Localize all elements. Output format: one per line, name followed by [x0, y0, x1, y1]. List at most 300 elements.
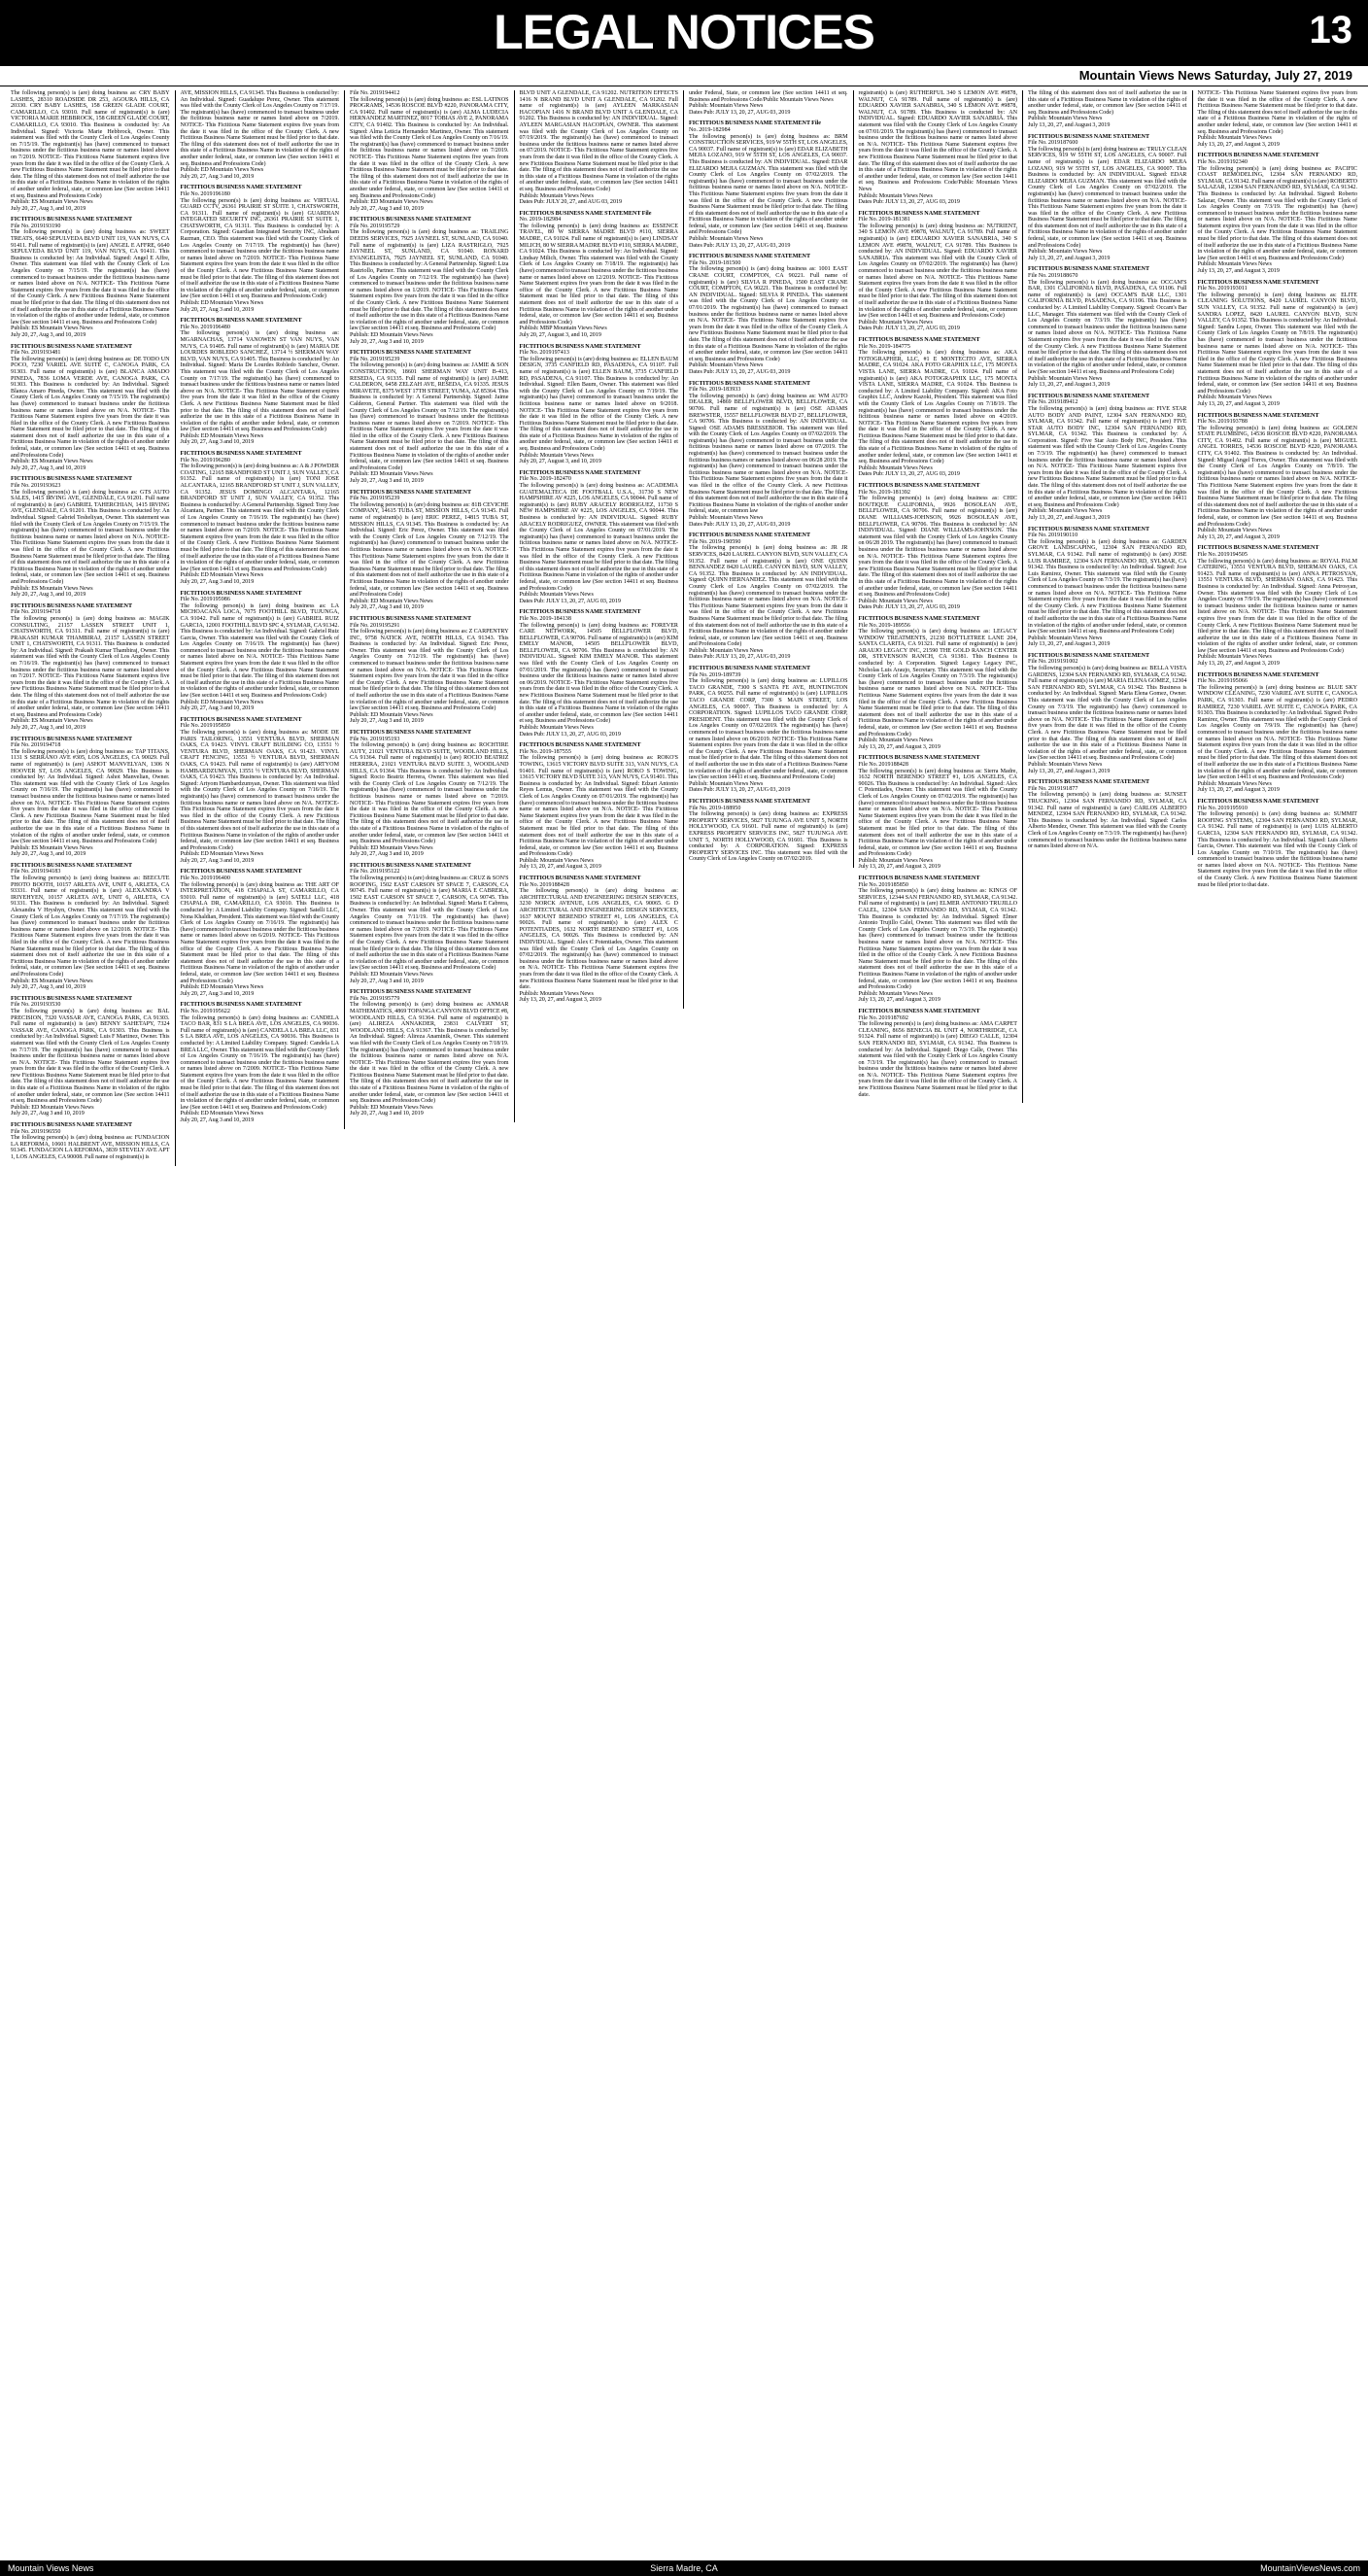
- legal-notice: [350, 90, 509, 212]
- notice-publication: Publish: Mountain Views News: [1028, 116, 1103, 122]
- footer-location: Sierra Madre, CA: [650, 2563, 718, 2573]
- legal-notice: [1198, 280, 1358, 408]
- notice-file-number: File No. 2019188670: [1028, 273, 1078, 280]
- notice-heading: FICTITIOUS BUSINESS NAME STATEMENT: [350, 350, 472, 357]
- notice-file-number: File No. 2019187692: [858, 1014, 908, 1021]
- notice-body: The following person(s) is (are) doing business as: SUNSET TRUCKING, 12304 SAN FERNANDO RD, SYLMAR, CA 91342. Full name of registrant(s) is (are) CARLOS ALBERTO MENDEZ, 12304 SAN FERNANDO RD, SYLMAR, CA 91342. This Business is conducted by: An Individual. Signed: Carlos Alberto Mendez, Owner. This statement was filed with the County Clerk of Los Angeles County on 7/3/19. The registrant(s) has (have) commenced to transact business under the fictitious business name or names listed above on N/A.: [1028, 792, 1187, 850]
- footer-publication: Mountain Views News: [8, 2563, 94, 2573]
- notice-file-number: File No. 2019195066: [1197, 678, 1248, 685]
- legal-notice: [350, 730, 509, 858]
- notice-heading: FICTITIOUS BUSINESS NAME STATEMENT: [858, 615, 980, 622]
- notice-publication-dates: July 20, 27, Aug 3 and 10, 2019: [350, 604, 424, 611]
- notice-body: The following person(s) is (are) doing business as: GOLDEN STATE PLUMBING, 14536 ROSCOE BLVD #220, PANORAMA CITY, CA 91402. Full name of registrant(s) is (are) MIGUEL ANGEL TORRES, 14536 ROSCOE BLVD #220, PANORAMA CITY, CA 91402. This Business is conducted by: An Individual. Signed: Miguel Angel Torres, Owner. This statement was filed with the County Clerk of Los Angeles County on 7/8/19. The registrant(s) has (have) commenced to transact business under the fictitious business name or names listed above on N/A. NOTICE- This Fictitious Name Statement expires five years from the date it was filed in the office of the County Clerk. A new Fictitious Business Name Statement must be filed prior to that date. The filing of this statement does not of itself authorize the use in this state of a Fictitious Business Name in violation of the rights of another under federal, state, or common law (See section 14411 et seq. Business and Professions Code): [1197, 425, 1357, 528]
- notice-publication-dates: July 13, 20, 27, and August 3, 2019: [858, 743, 940, 750]
- notice-publication: Publish: Mountain Views News: [1197, 780, 1272, 787]
- notice-publication: Publish: Mountain Views News: [858, 319, 933, 326]
- notice-publication: Publish: Mountain Views News: [689, 647, 764, 654]
- notice-file-number: File No. 2019-184138: [519, 615, 571, 622]
- legal-notice: [859, 876, 1018, 1004]
- notice-publication: Publish: Mountain Views News: [858, 192, 933, 199]
- legal-notice: [689, 799, 848, 863]
- legal-notice: [181, 717, 340, 865]
- notice-publication-dates: Dates Pub: JULY 13, 20, 27, AUG 03, 2019: [689, 787, 791, 794]
- notice-file-number: File No. 2019-184775: [858, 343, 910, 350]
- notice-heading: FICTITIOUS BUSINESS NAME STATEMENT: [519, 469, 641, 476]
- notice-publication: Publish: Mountain Views News: [689, 780, 764, 787]
- notice-publication-dates: July 13, 20, 27, and August 3, 2019: [1028, 255, 1111, 261]
- notice-publication: Publish: ED Mountain Views News: [350, 971, 433, 978]
- notice-publication-dates: July 20, 27, Aug 3, and 10, 2019: [11, 331, 86, 338]
- notice-publication-dates: Dates Pub: JULY 13, 20, 27, AUG 03, 2019: [689, 368, 791, 375]
- notice-body: The following person(s) is (are) doing business as: ROCHTIRE AUTY, 21021 VENTURA BLVD SUITE, WOODLAND HILLS, CA 91364. Full name of registrant(s) is (are) ROCIO BEATRIZ HERRERA, 21021 VENTURA BLVD SUITE 3, WOODLAND HILLS, CA 91364. This Business is conducted by: An Individual. Signed: Rocio Beatriz Herrera, Owner. This statement was filed with the County Clerk of Los Angeles County on 7/12/19. The registrant(s) has (have) commenced to transact business under the fictitious business name or names listed above on 7/2019. NOTICE- This Fictitious Name Statement expires five years from the date it was filed in the office of the County Clerk. A new Fictitious Business Name Statement must be filed prior to that date. The filing of this statement does not of itself authorize the use in this state of a Fictitious Business Name in violation of the rights of another under federal, state, or common law (See section 14411 et seq. Business and Professions Code): [350, 742, 509, 845]
- notice-file-number: File No. 2019195291: [350, 622, 400, 629]
- notice-body: The following person(s) is (are) doing business as: NUTRIENT, 340 S LEMON AVE #9878, WALNUT, CA 91789. Full name of registrant(s) is (are) EDUARDO XAVIER SANABRIA, 340 S LEMON AVE #9878, WALNUT, CA 91789. This Business is conducted by: AN INDIVIDUAL. Signed: EDUARDO XAVIER SANABRIA. This statement was filed with the County Clerk of Los Angeles County on 07/02/2019. The registrant(s) has (have) commenced to transact business under the fictitious business name or names listed above on N/A. NOTICE- This Fictitious Name Statement expires five years from the date it was filed in the office of the County Clerk. A new Fictitious Business Name Statement must be filed prior to that date. The filing of this statement does not of itself authorize the use in this state of a Fictitious Business Name in violation of the rights of another under federal, state, or common law (See section 14411 et seq. Business and Professions Code): [858, 223, 1017, 320]
- notice-heading: FICTITIOUS BUSINESS NAME STATEMENT: [519, 876, 641, 882]
- notice-body: The following person(s) is (are) doing business as: FIVE STAR AUTO BODY AND PAINT, 12304 SAN FERNANDO RD, SYLMAR, CA 91342. Full name of registrant(s) is (are) FIVE STAR AUTO BODY INC, 12304 SAN FERNANDO RD, SYLMAR, CA 91342. This Business is conducted by: A Corporation. Signed: Five Star Auto Body INC, President. This statement was filed with the County Clerk of Los Angeles County on 7/3/19. The registrant(s) has (have) commenced to transact business under the fictitious business name or names listed above on N/A. NOTICE- This Fictitious Name Statement expires five years from the date it was filed in the office of the County Clerk. A new Fictitious Business Name Statement must be filed prior to that date. The filing of this statement does not of itself authorize the use in this state of a Fictitious Business Name in violation of the rights of another under federal, state, or common law (See section 14411 et seq. Business and Professions Code): [1028, 405, 1187, 508]
- notice-heading: FICTITIOUS BUSINESS NAME STATEMENT: [689, 254, 811, 260]
- notice-file-number: File No. 2019-189556: [858, 622, 910, 629]
- notice-file-number: File No. 2019195622: [180, 1008, 230, 1014]
- notice-publication: Publish: ES Mountain Views News: [11, 326, 93, 332]
- notice-body: The following person(s) is (are) doing business as: GARDEN GROVE LANDSCAPING, 12304 SAN FERNANDO RD, SYLMAR, CA 91342. Full name of registrant(s) is (are) JOSE LUIS RAMIREZ, 12304 SAN FERNANDO RD, SYLMAR, CA 91342. This Business is conducted by: An Individual. Signed: Jose Luis Ramirez, Owner. This statement was filed with the County Clerk of Los Angeles County on 7/3/19. The registrant(s) has (have) commenced to transact business under the fictitious business name or names listed above on N/A. NOTICE- This Fictitious Name Statement expires five years from the date it was filed in the office of the County Clerk. A new Fictitious Business Name Statement must be filed prior to that date. The filing of this statement does not of itself authorize the use in this state of a Fictitious Business Name in violation of the rights of another under federal, state, or common law (See section 14411 et seq. Business and Professions Code): [1028, 538, 1187, 635]
- notice-heading: FICTITIOUS BUSINESS NAME STATEMENT: [180, 1002, 302, 1009]
- notice-heading: FICTITIOUS BUSINESS NAME STATEMENT: [180, 869, 302, 876]
- notice-file-number: File No. 2019-181392: [858, 489, 910, 496]
- publication-subhead: Mountain Views News Saturday, July 27, 2019: [0, 66, 1368, 86]
- notice-body: The following person(s) is (are) doing business as: WM AUTO DEALER, 14869 BELLFLOWER BLVD, BELLFLOWER, CA 90706. Full name of registrant(s) is (are) OSE ADAMS BREWSTER, 15557 BELLFLOWER BLVD 27, BELLFLOWER, CA 90706. This Business is conducted by: AN INDIVIDUAL. Signed: OSE ADAMS BRESSEBIOR. This statement was filed with the County Clerk of Los Angeles County on 07/02/2019. The registrant(s) has (have) commenced to transact business under the fictitious business name or names listed above on 07/2019. The registrant(s) has (have) commenced to transact business under the fictitious business names or names listed above on 06/28 2019. The registrant(s) has (have) commenced to transact business under the fictitious business name or names listed above on N/A. NOTICE- This Fictitious Name Statement expires five years from the date it was filed in the office of the County Clerk. A new Fictitious Business Name Statement must be filed prior to that date. The filing of this statement does not of itself authorize the use in this state of a Fictitious Business Name in violation of the rights of another under federal, state, or common law: [689, 393, 848, 515]
- legal-notice: [1198, 545, 1358, 667]
- legal-notice: [1028, 134, 1187, 262]
- legal-notice: [1028, 527, 1187, 648]
- notice-publication-dates: Dates Pub: JULY 13, 20, 27, AUG 03, 2019: [858, 199, 960, 206]
- notice-publication: Publish: ED Mountain Views News: [350, 1104, 433, 1111]
- page-footer: [0, 2560, 1368, 2576]
- notice-body: The following person(s) is (are) doing business as: THE ART OF INTERPRETATION, 418 CHAPALA ST, CAMARILLO, CA 93010. Full name of registrant(s) is (are) SATELI LLC, 418 CHAPALA DR, CAMARILLO, CA 93010. This Business is conducted by: A Limited Liability Company. Signed: Satelli LLC, Nona Khaldian, President. This statement was filed with the County Clerk of Los Angeles County on 7/16/19. The registrant(s) has (have) commenced to transact business under the fictitious business name or names listed above on 6/2019. NOTICE- This Fictitious Name Statement expires five years from the date it was filed in the office of the County Clerk. A new Fictitious Business Name Statement must be filed prior to that date. The filing of this statement does not of itself authorize the use in this state of a Fictitious Business Name in violation of the rights of another under federal, state, or common law (See section 14411 et seq. Business and Professions Code): [180, 881, 339, 984]
- legal-notice: [11, 737, 170, 858]
- notice-body: The following person(s) is (are) doing business as: ESSENCE TRAVEL, 80 W SIERRA MADRE BLVD #110, SIERRA MADRE, CA 91024. Full name of registrant(s) is (are) LINDSAY MILICH, 80 W SIERRA MADRE BLVD #110, SIERRA MADRE, CA 91024. This Business is conducted by: An Individual. Signed: Lindsay Milich, Owner. This statement was filed with the County Clerk of Los Angeles County on 7/18/19. The registrant(s) has (have) commenced to transact business under the fictitious business name or names listed above on 12/2019. NOTICE- This Fictitious Name Statement expires five years from the date it was filed in the office of the County Clerk. A new Fictitious Business Name Statement must be filed prior to that date. The filing of this statement does not of itself authorize the use in this state of a Fictitious Business Name in violation of the rights of another under federal, state, or common law (See section 14411 et seq. Business and Professions Code): [519, 223, 678, 326]
- notice-publication-dates: July 13, 20, 27, and August 3, 2019: [1197, 787, 1280, 794]
- notice-publication-dates: July 20, 27, Aug 3 and 10, 2019: [180, 857, 255, 864]
- legal-notice: [181, 451, 340, 585]
- legal-notice: [11, 90, 170, 212]
- notice-publication-dates: July 13, 20, 27, and August 3, 2019: [1028, 121, 1111, 128]
- notice-file-number: File No. 2019195122: [350, 869, 400, 876]
- notice-heading: FICTITIOUS BUSINESS NAME STATEMENT: [1028, 133, 1150, 140]
- notice-body: The following person(s) is (are) doing business as: MODE DE PARIS TAILORING, 13551 VENTURA BLVD, SHERMAN OAKS, CA 91423. VINYL CRAFT BUILDING CO, 13551 ½ VENTURA BLVD, SHERMAN OAKS, CA 91423. VINYL CRAFT FENCING, 13551 ½ VENTURA BLVD, SHERMAN OAKS, CA 91423. Full name of registrant(s) is (are) ARTYOM HAMBARDZUMYAN, 13551 ½ VENTURA BLVD, SHERMAN OAKS, CA 91423. This Business is conducted by: An Individual. Signed: Artyom Hambardzumyan, Owner. This statement was filed with the County Clerk of Los Angeles County on 7/16/19. The registrant(s) has (have) commenced to transact business under the fictitious business name or names listed above on N/A. NOTICE- This Fictitious Name Statement expires five years from the date it was filed in the office of the County Clerk. A new Fictitious Business Name Statement must be filed prior to that date. The filing of this statement does not of itself authorize the use in this state of a Fictitious Business Name in violation of the rights of another under federal, state, or common law (See section 14411 et seq. Business and Professions Code): [180, 730, 339, 851]
- notice-file-number: File No. 2019196280: [180, 457, 230, 464]
- notice-publication-dates: July 20, 27, Aug 3 and 10, 2019: [350, 718, 424, 725]
- notice-publication: Publish: ED Mountain Views News: [11, 1104, 94, 1111]
- notice-heading: FICTITIOUS BUSINESS NAME STATEMENT: [11, 736, 133, 742]
- notice-publication: Publish: Mountain Views News: [1028, 249, 1103, 256]
- notice-publication-dates: Dates Pub: JULY 13, 20, 27, AUG 03, 2019: [689, 109, 791, 116]
- notice-body: The following person(s) is (are) doing business as: CRUZ & SON'S ROOFING, 1502 EAST CARSON ST SPACE 7, CARSON, CA 90745. Full name of registrant(s) is (are) MARIA E CABRERA, 1502 EAST CARSON ST SPACE 7, CARSON, CA 90745. This Business is conducted by: An Individual. Signed: Maria E Cabrera, Owner. This statement was filed with the County Clerk of Los Angeles County on 7/11/19. The registrant(s) has (have) commenced to transact business under the fictitious business name or names listed above on 7/2019. NOTICE- This Fictitious Name Statement expires five years from the date it was filed in the office of the County Clerk. A new Fictitious Business Name Statement must be filed prior to that date. The filing of this statement does not of itself authorize the use in this state of a Fictitious Business Name in violation of the rights of another under federal, state, or common law (See section 14411 et seq. Business and Professions Code): [350, 876, 509, 972]
- legal-notice: [1198, 413, 1358, 541]
- notice-heading: FICTITIOUS BUSINESS NAME STATEMENT: [858, 210, 980, 217]
- notice-heading: FICTITIOUS BUSINESS NAME STATEMENT: [350, 989, 472, 996]
- notice-heading: FICTITIOUS BUSINESS NAME STATEMENT: [689, 798, 811, 805]
- legal-notice: [181, 869, 340, 997]
- notice-file-number: File No. 2019195239: [350, 496, 400, 502]
- legal-notice: [689, 120, 848, 249]
- notice-publication-dates: Dates Pub: JULY 13, 20, 27, AUG 03, 2019: [689, 242, 791, 249]
- notice-file-number: File No. 2019187600: [1028, 140, 1078, 147]
- notice-file-number: File No. 2019189412: [1028, 399, 1078, 406]
- notice-heading: FICTITIOUS BUSINESS NAME STATEMENT: [350, 217, 472, 223]
- notice-file-number: File No. 2019193530: [11, 1002, 61, 1009]
- legal-notice: [859, 337, 1018, 478]
- legal-notice: [689, 381, 848, 529]
- notice-publication: Publish: ED Mountain Views News: [350, 598, 433, 604]
- notice-column: [345, 90, 515, 1122]
- notice-publication-dates: Dates Pub: JULY 20, 27, and AUG 03, 2019: [519, 199, 623, 206]
- notice-publication: Publish: ED Mountain Views News: [180, 300, 264, 306]
- notice-publication-dates: July 13, 20, 27, and August 3, 2019: [519, 997, 601, 1004]
- notice-heading: FICTITIOUS BUSINESS NAME STATEMENT: [1028, 779, 1150, 786]
- notice-body: The filing of this statement does not of itself authorize the use in this state of a Fictitious Business Name in violation of the rights of another under federal, state, or common law (See section 14411 et seq. Business and Professions Code): [1028, 90, 1187, 116]
- notice-publication-dates: July 20, 27, Aug 3, and 10, 2019: [11, 464, 86, 471]
- notice-publication: Publish: Mountain Views News: [519, 990, 594, 997]
- notice-body: The following person(s) is (are) doing business as: 81B CEVICHE COMPANY, 14615 TUBA ST, MISSION HILLS, CA 91345. Full name of registrant(s) is (are) ERIC PEREZ, 14815 TUBA ST, MISSION HILLS, CA 91345. This Business is conducted by: An Individual. Signed: Eric Perez, Owner. This statement was filed with the County Clerk of Los Angeles County on 7/12/19. The registrant(s) has (have) commenced to transact business under the fictitious business name or names listed above on N/A. NOTICE- This Fictitious Name Statement expires five years from the date it was filed in the office of the County Clerk. A new Fictitious Business Name Statement must be filed prior to that date. The filing of this statement does not of itself authorize the use in this state of a Fictitious Business Name in violation of the rights of another under federal, state, or common law (See section 14411 et seq. Business and Professions Code): [350, 501, 509, 599]
- legal-notice: [859, 90, 1018, 206]
- notice-body: The following person(s) is (are) doing business as: BLUE SKY WINDOW CLEANING, 7230 VARIEL AVE SUITE C, CANOGA PARK, CA 91303. Full name of registrant(s) is (are) PEDRO RAMIREZ, 7230 VARIEL AVE SUITE C, CANOGA PARK, CA 91303. This Business is conducted by: An Individual. Signed: Pedro Ramirez, Owner. This statement was filed with the County Clerk of Los Angeles County on 7/9/19. The registrant(s) has (have) commenced to transact business under the fictitious business name or names listed above on N/A. NOTICE- This Fictitious Name Statement expires five years from the date it was filed in the office of the County Clerk. A new Fictitious Business Name Statement must be filed prior to that date. The filing of this statement does not of itself authorize the use in this state of a Fictitious Business Name in violation of the rights of another under federal, state, or common law (See section 14411 et seq. Business and Professions Code): [1197, 684, 1357, 781]
- notice-publication-dates: Dates Pub: JULY 13, 20, 27, AUG 03, 2019: [689, 521, 791, 528]
- notice-file-number: File No. 2019188428: [519, 881, 569, 888]
- notice-body: The following person(s) is (are) doing business as: FOREVER CARE NETWORK, 14505 BELLFLOWER BLVD, BELLFLOWER, CA 90706. Full name of registrant(s) is (are) KIM EMELY MANOR, 14505 BELLFLOWER BLVD, BELLFLOWER, CA 90706. This Business is conducted by: AN INDIVIDUAL. Signed: KIM EMELY MANOR. This statement was filed with the County Clerk of Los Angeles County on 07/01/2019. The registrant(s) has (have) commenced to transact business under the fictitious business name or names listed above on 06/2019. NOTICE- This Fictitious Name Statement expires five years from the date it was filed in the office of the County Clerk. A new Fictitious Business Name Statement must be filed prior to that date. The filing of this statement does not of itself authorize the use in this state of a Fictitious Business Name in violation of the rights of another under federal, state, or common law (See section 14411 et seq. Business and Professions Code): [519, 622, 678, 725]
- notice-publication: Publish: Mountain Views News: [1197, 528, 1272, 534]
- legal-notice: [859, 211, 1018, 332]
- notice-publication: Publish: ED Mountain Views News: [180, 699, 264, 705]
- notice-columns: [0, 86, 1368, 1166]
- notice-heading: FICTITIOUS BUSINESS NAME STATEMENT File: [519, 210, 652, 217]
- notice-publication-dates: July 20, 27, Aug 3 and 10, 2019: [350, 478, 424, 485]
- notice-publication: Publish: ED Mountain Views News: [350, 331, 433, 338]
- notice-heading: FICTITIOUS BUSINESS NAME STATEMENT: [350, 615, 472, 622]
- legal-notice: [1028, 653, 1187, 774]
- notice-publication-dates: July 20, 27, Aug 3 and 10, 2019: [11, 1111, 85, 1117]
- legal-notice: [520, 609, 679, 738]
- notice-heading: FICTITIOUS BUSINESS NAME STATEMENT: [519, 343, 641, 350]
- page-title: LEGAL NOTICES: [494, 5, 874, 59]
- notice-file-number: File No. 2019195729: [350, 223, 400, 229]
- notice-file-number: File No. 2019192340: [1197, 158, 1248, 165]
- notice-heading: FICTITIOUS BUSINESS NAME STATEMENT: [180, 185, 302, 191]
- notice-publication: Publish: ED Mountain Views News: [180, 167, 264, 174]
- notice-heading: FICTITIOUS BUSINESS NAME STATEMENT: [11, 217, 133, 223]
- notice-file-number: File No. 2019-182470: [519, 476, 571, 483]
- legal-notice: [1198, 799, 1358, 888]
- notice-body: The following person(s) is (are) doing business as: AMA CARPET CLEANING, 8656 BENECIA BL UNIT 4, NORTHRIDGE, CA 91324. Full name of registrant(s) is (are) DIEGO CALLE, 12304 SAN FERNANDO RD, SYLMAR, CA 91342. This Business is conducted by: An Individual. Signed: Diego Calle, Owner. This statement was filed with the County Clerk of Los Angeles County on 7/3/19. The registrant(s) has (have) commenced to transact business under the fictitious business name or names listed above on N/A. NOTICE- This Fictitious Name Statement expires five years from the date it was filed in the office of the County Clerk. A new Fictitious Business Name Statement must be filed prior to that date.: [858, 1021, 1017, 1098]
- notice-body: The following person(s) is (are) doing business as: TRAILING DEEDS SERVICES, 7925 JAYNEEL ST, SUNLAND, CA 91040. Full name of registrant(s) is (are) LIZA RASTRIGLO, 7925 JAYNEEL ST, SUNLAND, CA 91040. RONARD EVANGELISTA, 7925 JAYNEEL ST, SUNLAND, CA 91040. This Business is conducted by: A General Partnership. Signed: Liza Rastriollo, Partner. This statement was filed with the County Clerk of Los Angeles County on 7/12/19. The registrant(s) has (have) commenced to transact business under the fictitious business name or names listed above on 1/2019. NOTICE- This Fictitious Name Statement expires five years from the date it was filed in the office of the County Clerk. A new Fictitious Business Name Statement must be filed prior to that date. The filing of this statement does not of itself authorize the use in this state of a Fictitious Business Name in violation of the rights of another under federal, state, or common law (See section 14411 et seq. Business and Professions Code): [350, 229, 509, 332]
- notice-publication: Publish: Mountain Views News: [519, 452, 594, 459]
- notice-body: The following person(s) is (are) doing business as: Z CARPENTRY INC, 9758 NATICK AVE, NORTH HILLS, CA 91343. This Business is conducted by: An Individual. Signed: Eric Perez, Owner. This statement was filed with the County Clerk of Los Angeles County on 7/12/19. The registrant(s) has (have) commenced to transact business under the fictitious business name or names listed above on N/A. NOTICE- This Fictitious Name Statement expires five years from the date it was filed in the office of the County Clerk. A new Fictitious Business Name Statement must be filed prior to that date. The filing of this statement does not of itself authorize the use in this state of a Fictitious Business Name in violation of the rights of another under federal, state, or common law (See section 14411 et seq. Business and Professions Code): [350, 629, 509, 712]
- notice-heading: FICTITIOUS BUSINESS NAME STATEMENT: [1028, 652, 1150, 659]
- notice-file-number: File No. 2019197413: [519, 350, 569, 357]
- notice-publication-dates: July 20, 27, Aug 3 and 10, 2019: [350, 1111, 424, 1117]
- notice-body: The following person(s) is (are) doing business as: BEECUTE PHOTO BOOTH, 10157 ARLETA AVE, UNIT 6, ARLETA, CA 93331. Full name of registrant(s) is (are) ALEXANDRA V IRIYEHYEN, 10157 ARLETA AVE, UNIT 6, ARLETA, CA 91331. This Business is conducted by: An Individual. Signed: Alexandra V Hryshyn, Owner. This statement was filed with the County Clerk of Los Angeles County on 7/17/19. The registrant(s) has (have) commenced to transact business under the fictitious business name or names listed above on 12/2018. NOTICE- This Fictitious Name Statement expires five years from the date it was filed in the office of the County Clerk. A new Fictitious Business Name Statement must be filed prior to that date. The filing of this statement does not of itself authorize the use in this state of a Fictitious Business Name in violation of the rights of another under federal, state, or common law (See section 14411 et seq. Business and Professions Code): [11, 876, 170, 978]
- notice-body: under Federal, State, or common law (See section 14411 et seq. Business and Professions Code/Public Mountain Views News: [689, 90, 848, 103]
- notice-heading: FICTITIOUS BUSINESS NAME STATEMENT File: [689, 120, 821, 127]
- notice-body: The following person(s) is (are) doing business as: EXPRESS PROPERTY SERVICES, 5827 TUJUNGA AVE UNIT 5, NORTH HOLLYWOOD, CA 91601. Full name of registrant(s) is (are) EXPRESS PROPERTY SERVICES INC, 5827 TUJUNGA AVE UNIT 5, NORTH HOLLYWOOD, CA 91601. This Business is conducted by: A CORPORATION. Signed: EXPRESS PROPERTY SERVICES INC. This statement was filed with the County Clerk of Los Angeles County on 07/02/2019.: [689, 811, 848, 863]
- notice-file-number: File No. 2019195193: [350, 736, 400, 742]
- notice-file-number: No. 2019-182984: [689, 126, 731, 133]
- notice-file-number: File No. 2019-187555: [519, 748, 571, 755]
- legal-notice: [1198, 672, 1358, 794]
- notice-column: [684, 90, 854, 868]
- notice-column: [1193, 90, 1363, 893]
- notice-column: [6, 90, 176, 1166]
- legal-notice: [1028, 779, 1187, 850]
- notice-heading: FICTITIOUS BUSINESS NAME STATEMENT: [689, 666, 811, 672]
- notice-heading: FICTITIOUS BUSINESS NAME STATEMENT: [11, 995, 133, 1002]
- notice-publication-dates: Dates Pub: JULY 13, 20, 27, AUG 03, 2019: [858, 471, 960, 478]
- notice-heading: FICTITIOUS BUSINESS NAME STATEMENT: [1197, 798, 1319, 805]
- notice-publication-dates: July 20, 27, Aug 3, and 10, 2019: [11, 725, 86, 731]
- notice-body: The following person(s) is (are) doing business as: MAGIK CONSULTING, 21157 LASSEN STREET UNIT 1, CHATSWORTH, CA 91311. Full name of registrant(s) is (are) PRAKASH KUMAR THAMBIRAJ, 21157 LASSEN STREET UNIT 1, CHATSWORTH, CA 91311. This Business is conducted by: An Individual. Signed: Prakash Kumar Thambiraj, Owner. This statement was filed with the County Clerk of Los Angeles County on 7/16/19. The registrant(s) has (have) commenced to transact business under the fictitious business name or names listed above on 7/2017. NOTICE- This Fictitious Name Statement expires five years from the date it was filed in the office of the County Clerk. A new Fictitious Business Name Statement must be filed prior to that date. The filing of this statement does not of itself authorize the use in this state of a Fictitious Business Name in violation of the rights of another under federal, state, or common law (See section 14411 et seq. Business and Professions Code): [11, 615, 170, 718]
- notice-publication: Publish: Mountain Views News: [689, 362, 764, 369]
- notice-publication: Publish: Mountain Views News: [1197, 261, 1272, 268]
- notice-heading: FICTITIOUS BUSINESS NAME STATEMENT: [858, 483, 980, 490]
- notice-file-number: File No. 2019193623: [11, 483, 61, 490]
- notice-file-number: No. 2019-182984: [519, 217, 562, 223]
- notice-file-number: File No. 2019195986: [180, 597, 230, 603]
- notice-file-number: File No. 2019194718: [11, 609, 61, 616]
- notice-publication: Publish: Mountain Views News: [689, 236, 764, 243]
- notice-file-number: File No. 2019194718: [11, 742, 61, 749]
- notice-heading: FICTITIOUS BUSINESS NAME STATEMENT: [11, 343, 133, 350]
- page-number: 13: [1309, 9, 1352, 52]
- notice-body: The following person(s) is (are) doing business as: CANDELA TACO BAR, 831 S LA BREA AVE, LOS ANGELES, CA 90036. Full name of registrant(s) is (are) CANDELA LA BREA LLC, 831 S LA BREA AVE, LOS ANGELES, CA 90036. This Business is conducted by: A Limited Liability Company. Signed: Candela LA BREA LLC, Owner. This statement was filed with the County Clerk of Los Angeles County on 7/16/19. The registrant(s) has (have) commenced to transact business under the fictitious business name or names listed above on 7/2009. NOTICE- This Fictitious Name Statement expires five years from the date it was filed in the office of the County Clerk. A new Fictitious Business Name Statement must be filed prior to that date. The filing of this statement does not of itself authorize the use in this state of a Fictitious Business Name in violation of the rights of another under federal, state, or common law (See section 14411 et seq. Business and Professions Code): [180, 1014, 339, 1111]
- notice-publication: Publish: Mountain Views News: [1028, 508, 1103, 515]
- legal-notice: [520, 876, 679, 1004]
- notice-publication: Publish: Mountain Views News: [689, 515, 764, 521]
- notice-publication-dates: Dates Pub: JULY 13, 20, 27, AUG 03, 2019: [858, 326, 960, 332]
- notice-publication: Publish: ED Mountain Views News: [180, 572, 264, 579]
- notice-heading: FICTITIOUS BUSINESS NAME STATEMENT: [180, 590, 302, 597]
- notice-publication-dates: July 13, 20, 27, and August 3, 2019: [1197, 141, 1280, 148]
- notice-heading: FICTITIOUS BUSINESS NAME STATEMENT: [858, 1008, 980, 1014]
- notice-publication-dates: July 13, 20, 27, and August 3, 2019: [1028, 515, 1111, 521]
- notice-body: The following person(s) is (are) doing business as: BAL PRECISION, 7320 VASSAR AVE, CANOGA PARK, CA 91303. Full name of registrant(s) is (are) BENNY SAHETAPY, 7324 VASSAR AVE, CANOGA PARK, CA 91303. This Business is conducted by: An Individual. Signed: Luis F Martinez, Owner. This statement was filed with the County Clerk of Los Angeles County on 7/17/19. The registrant(s) has (have) commenced to transact business under the fictitious business name or names listed above on N/A. NOTICE- This Fictitious Name Statement expires five years from the date it was filed in the office of the County Clerk. A new Fictitious Business Name Statement must be filed prior to that date. The filing of this statement does not of itself authorize the use in this state of a Fictitious Business Name in violation of the rights of another under federal, state, or common law (See section 14411 et seq. Business and Professions Code): [11, 1008, 170, 1105]
- notice-heading: FICTITIOUS BUSINESS NAME STATEMENT: [350, 862, 472, 869]
- notice-publication-dates: July 13, 20, 27, and August 3, 2019: [519, 864, 601, 871]
- notice-heading: FICTITIOUS BUSINESS NAME STATEMENT: [519, 609, 641, 616]
- notice-publication-dates: July 20, 27, Aug 3 and 10, 2019: [180, 1117, 255, 1124]
- notice-publication: Publish: Mountain Views News: [519, 725, 594, 731]
- notice-publication-dates: July 20, 27, Aug 3 and 10, 2019: [350, 205, 424, 212]
- notice-heading: FICTITIOUS BUSINESS NAME STATEMENT: [1197, 279, 1319, 286]
- legal-notice: [11, 1122, 170, 1161]
- notice-body: The following person(s) is (are) doing business as: DE TODO UN POCO, 7230 VARIEL AVE SUITE C, CANOGA PARK, CA 91303. Full name of registrant(s) is (are) BLANCA AMADO PINEDA, 7836 LOMA VERDE AVE, CANOGA PARK, CA 91303. This Business is conducted by: An Individual. Signed: Blanca Amaro Pineda, Owner. This statement was filed with the County Clerk of Los Angeles County on 7/15/19. The registrant(s) has (have) commenced to transact business under the fictitious business name or names listed above on N/A. NOTICE- This Fictitious Name Statement expires five years from the date it was filed in the office of the County Clerk. A new Fictitious Business Name Statement must be filed prior to that date. The filing of this statement does not of itself authorize the use in this state of a Fictitious Business Name in violation of the rights of another under federal, state, or common law (See section 14411 et seq. Business and Professions Code): [11, 356, 170, 459]
- legal-notice: [181, 591, 340, 712]
- notice-body: The following person(s) is (are) doing business as: ELITE CLEANING SOLUTIONS, 8420 LAUREL CANYON BLVD, SUN VALLEY, CA 91352. Full name of registrant(s) is (are) SANDRA LOPEZ, 8420 LAUREL CANYON BLVD, SUN VALLEY, CA 91352. This Business is conducted by: An Individual. Signed: Sandra Lopez, Owner. This statement was filed with the County Clerk of Los Angeles County on 7/8/19. The registrant(s) has (have) commenced to transact business under the fictitious business name or names listed above on N/A. NOTICE- This Fictitious Name Statement expires five years from the date it was filed in the office of the County Clerk. A new Fictitious Business Name Statement must be filed prior to that date. The filing of this statement does not of itself authorize the use in this state of a Fictitious Business Name in violation of the rights of another under federal, state, or common law (See section 14411 et seq. Business and Professions Code): [1197, 292, 1357, 395]
- notice-publication: Publish: ES Mountain Views News: [11, 718, 93, 725]
- notice-file-number: File No. 2019-181500: [689, 259, 741, 266]
- legal-notice: [350, 490, 509, 611]
- notice-heading: FICTITIOUS BUSINESS NAME STATEMENT: [858, 755, 980, 762]
- legal-notice: [689, 666, 848, 794]
- legal-notice: [859, 483, 1018, 611]
- notice-body: The following person(s) is (are) doing business as: LUPILLOS TACO GRANDE, 7300 S SANTA FE AVE, HUNTINGTON PARK, CA 90255. Full name of registrant(s) is (are) LUPILLOS TACO GRANDE CORP, 7300 S MAIN STREET, LOS ANGELES, CA 90007. This Business is conducted by: A CORPORATION. Signed: LUPILLOS TACO GRANDE CORP, PRESIDENT. This statement was filed with the County Clerk of Los Angeles County on 07/02/2019. The registrant(s) has (have) commenced to transact business under the fictitious business name or names listed above on 06/2019. NOTICE- This Fictitious Name Statement expires five years from the date it was filed in the office of the County Clerk. A new Fictitious Business Name Statement must be filed prior to that date. The filing of this statement does not of itself authorize the use in this state of a Fictitious Business Name in violation of the rights of another under federal, state, or common law (See section 14411 et seq. Business and Professions Code): [689, 678, 848, 781]
- notice-publication-dates: July 20, 27, Aug 3 and 10, 2019: [350, 978, 424, 984]
- notice-publication: Publish: Mountain Views News: [1197, 395, 1272, 401]
- notice-publication-dates: July 20, 27, Aug 3 and 10, 2019: [180, 990, 255, 997]
- notice-file-number: File No. 2019195859: [180, 723, 230, 730]
- notice-publication: Publish: ED Mountain Views News: [180, 984, 264, 991]
- notice-publication: Publish: Mountain Views News: [858, 990, 933, 997]
- notice-body: The following person(s) is (are) doing business as: ACADEMIA GUATEMALTECA DE FOOTBALL U.S.A., 31730 S NEW HAMPSHIRE AV #225, LOS ANGELES, CA 90044. Full name of registrant(s) is (are) RUBY ARACELY RODRIGUEZ, 11730 S NEW HAMPSHIRE AV #225, LOS ANGELES, CA 90044. This Business is conducted by: AN INDIVIDUAL. Signed: RUBY ARACELY RODRIGUEZ, OWNER. This statement was filed with the County Clerk of Los Angeles County on 07/01/2019. The registrant(s) has (have) commenced to transact business under the fictitious business name or names listed above on N/A. NOTICE- This Fictitious Name Statement expires five years from the date it was filed in the office of the County Clerk. A new Fictitious Business Name Statement must be filed prior to that date. The filing of this statement does not of itself authorize the use in this state of a Fictitious Business Name in violation of the rights of another under federal, state, or common law (See section 14411 et seq. Business and Professions Code): [519, 483, 678, 592]
- legal-notice: [350, 217, 509, 345]
- notice-heading: FICTITIOUS BUSINESS NAME STATEMENT: [1197, 671, 1319, 678]
- notice-publication-dates: July 13, 20, 27, and August 3, 2019: [1197, 400, 1280, 407]
- notice-file-number: File No. 2019185850: [858, 881, 908, 888]
- notice-publication-dates: Dates Pub: JULY 13, 20, 27, AUG 03, 2019: [519, 598, 621, 604]
- notice-publication-dates: July 20, 27, Aug 3 and 10, 2019: [350, 338, 424, 345]
- notice-publication: Publish: ED Mountain Views News: [350, 844, 433, 851]
- notice-publication: Publish: ED Mountain Views News: [180, 851, 264, 858]
- notice-heading: FICTITIOUS BUSINESS NAME STATEMENT: [180, 451, 302, 458]
- notice-file-number: File No. 2019193481: [11, 350, 61, 357]
- notice-publication: Publish: Mountain Views News: [519, 192, 594, 199]
- notice-publication-dates: July 13, 20, 27, and August 3, 2019: [1197, 661, 1280, 668]
- notice-publication-dates: Dates Pub: JULY 13, 20, 27, AUG 03, 2019: [689, 654, 791, 661]
- notice-file-number: File No. 2019196480: [180, 324, 230, 330]
- notice-heading: FICTITIOUS BUSINESS NAME STATEMENT: [689, 532, 811, 539]
- notice-heading: FICTITIOUS BUSINESS NAME STATEMENT: [11, 602, 133, 609]
- legal-notice: [350, 616, 509, 725]
- notice-publication: Publish: ES Mountain Views News: [11, 844, 93, 851]
- notice-file-number: File No. 2019-190590: [689, 538, 741, 545]
- legal-notice: [520, 211, 679, 339]
- notice-publication: Publish: Mountain Views News: [858, 598, 933, 604]
- notice-body: The following person(s) is (are) doing business as: SUMMIT ROOFING SYSTEMS, 12304 SAN FERNANDO RD, SYLMAR, CA 91342. Full name of registrant(s) is (are) LUIS ALBERTO GARCIA, 12304 SAN FERNANDO RD, SYLMAR, CA 91342. This Business is conducted by: An Individual. Signed: Luis Alberto Garcia, Owner. This statement was filed with the County Clerk of Los Angeles County on 7/10/19. The registrant(s) has (have) commenced to transact business under the fictitious business name or names listed above on N/A. NOTICE- This Fictitious Name Statement expires five years from the date it was filed in the office of the County Clerk. A new Fictitious Business Name Statement must be filed prior to that date.: [1197, 811, 1357, 888]
- legal-notice: [689, 254, 848, 375]
- notice-body: The following person(s) is (are) doing business as: LEGACY WINDOW TREATMENTS, 21230 BOTTLETREE LANE 204, SANTA CLARITA, CA 91321. Full name of registrant(s) is (are) ARAUJO LEGACY INC, 21590 THE GOLD RANCH CENTER DR, STEVENSON RANCH, CA 91381. This Business is conducted by: A Corporation. Signed: Legacy Legacy INC, Nicholas Luis Araujo, Secretary. This statement was filed with the County Clerk of Los Angeles County on 7/3/19. The registrant(s) has (have) commenced to transact business under the fictitious business name or names listed above on N/A. NOTICE- This Fictitious Name Statement expires five years from the date it was filed in the office of the County Clerk. A new Fictitious Business Name Statement must be filed prior to that date. The filing of this statement does not of itself authorize the use in this state of a Fictitious Business Name in violation of the rights of another under federal, state, or common law (See section 14411 et seq. Business and Professions Code): [858, 629, 1017, 738]
- notice-file-number: File No. 2019-181381: [858, 217, 910, 223]
- notice-publication: Publish: ED Mountain Views News: [350, 711, 433, 718]
- legal-notice: [689, 532, 848, 661]
- notice-body: The following person(s) is (are) doing business as: CHIC BOUTIQUE CALIFORNIA, 9926 BOSOLEAN AVE, BELLFLOWER, CA 90706. Full name of registrant(s) is (are) DIANE WILLIAMS-JOHNSON, 9926 BOSOLEAN AVE, BELLFLOWER, CA 90706. This Business is conducted by: AN INDIVIDUAL. Signed: DIANE WILLIAMS-JOHNSON. This statement was filed with the County Clerk of Los Angeles County on 06/28 2019. The registrant(s) has (have) commenced to transact business under the fictitious business name or names listed above on N/A. NOTICE- This Fictitious Name Statement expires five years from the date it was filed in the office of the County Clerk. A new Fictitious Business Name Statement must be filed prior to that date. The filing of this statement does not of itself authorize the use in this state of a Fictitious Business Name in violation of the rights of another under federal, state, or common law (See section 14411 et seq. Business and Professions Code): [858, 496, 1017, 599]
- notice-file-number: File No. 2019194183: [11, 869, 61, 876]
- notice-publication-dates: July 20, 27, Aug 3 and 10, 2019: [180, 705, 255, 712]
- notice-body: The following person(s) is (are) doing business as: KINGS OF SERVICES, 12344 SAN FERNANDO RD, SYLMAR, CA 91342. Full name of registrant(s) is (are) ELMER ANTONIO TRUJILLO CALEL, 12304 SAN FERNANDO RD, SYLMAR, CA 91342. This Business is conducted by: An Individual. Signed: Elmer Antonio Trujillo Calel, Owner. This statement was filed with the County Clerk of Los Angeles County on 7/3/19. The registrant(s) has (have) commenced to transact business under the fictitious business name or names listed above on N/A. NOTICE- This Fictitious Name Statement expires five years from the date it was filed in the office of the County Clerk. A new Fictitious Business Name Statement must be filed prior to that date. The filing of this statement does not of itself authorize the use in this state of a Fictitious Business Name in violation of the rights of another under federal, state, or common law (See section 14411 et seq. Business and Professions Code): [858, 888, 1017, 991]
- notice-file-number: File No. 2019196180: [180, 190, 230, 197]
- legal-notice: [1028, 394, 1187, 522]
- notice-heading: FICTITIOUS BUSINESS NAME STATEMENT: [180, 716, 302, 723]
- notice-file-number: File No. 2019-189739: [689, 671, 741, 678]
- notice-publication: Publish: ED Mountain Views News: [350, 199, 433, 206]
- notice-body: The following person(s) is (are) doing business as: ESL LATINOS PROGRAMS, 14536 ROSCOE BLVD #220, PANORAMA CITY, CA 91402. Full name of registrant(s) is (are) ALMA LUDECIA HERNANDEZ MARTINEZ, 8017 TOBIAS AVE 2, PANORAMA CITY, CA 91402. This Business is conducted by: An Individual. Signed: Alma Leticia Hernandez Martinez, Owner. This statement was filed with the County Clerk of Los Angeles County on 7/16/19. The registrant(s) has (have) commenced to transact business under the fictitious business name or names listed above on 7/2019. NOTICE- This Fictitious Name Statement expires five years from the date it was filed in the office of the County Clerk. A new Fictitious Business Name Statement must be filed prior to that date. The filing of this statement does not of itself authorize the use in this state of a Fictitious Business Name in violation of the rights of another under federal, state, or common law (See section 14411 et seq. Business and Professions Code): [350, 96, 509, 199]
- notice-heading: FICTITIOUS BUSINESS NAME STATEMENT: [350, 489, 472, 496]
- legal-notice: [520, 742, 679, 871]
- notice-body: The following person(s) is (are) doing business as: JAMIE & SON CONSTRUCTION, 18601 SHERMAN WAY UNIT B-413, RESEDA, CA 91335. Full name of registrant(s) is (are) JAIME CALDERON, 6458 ZELZAH AVE, RESEDA, CA 91335. JESUS MIRAVETE, 8375 WEST 17TH STREET, YUMA, AZ 85364. This Business is conducted by: A General Partnership. Signed: Jaime Calderon, General Partner. This statement was filed with the County Clerk of Los Angeles County on 7/12/19. The registrant(s) has (have) commenced to transact business under the fictitious business name or names listed above on 7/2019. NOTICE- This Fictitious Name Statement expires five years from the date it was filed in the office of the County Clerk. A new Fictitious Business Name Statement must be filed prior to that date. The filing of this statement does not of itself authorize the use in this state of a Fictitious Business Name in violation of the rights of another under federal, state, or common law (See section 14411 et seq. Business and Professions Code): [350, 362, 509, 471]
- legal-notice: [181, 1002, 340, 1123]
- notice-body: The following person(s) is (are) doing business as: ANMAR MATHEMATICS, 4869 TOPANGA CANYON BLVD OFFICE #8, WOODLAND HILLS, CA 91364. Full name of registrant(s) is (are) ALIREZA ANNAKDER, 23831 CALVERT ST, WOODLAND HILLS, CA 91367. This Business is conducted by: An Individual. Signed: Alireza Anaminik, Owner. This statement was filed with the County Clerk of Los Angeles County on 7/18/19. The registrant(s) has (have) commenced to transact business under the fictitious business name or names listed above on N/A. NOTICE- This Fictitious Name Statement expires five years from the date it was filed in the office of the County Clerk. A new Fictitious Business Name Statement must be filed prior to that date. The filing of this statement does not of itself authorize the use in this state of a Fictitious Business Name in violation of the rights of another under federal, state, or common law (See section 14411 et seq. Business and Professions Code): [350, 1002, 509, 1105]
- notice-publication-dates: July 20, 27, Aug 3, and 10, 2019: [11, 592, 86, 599]
- notice-publication: Publish: Mountain Views News: [1028, 761, 1103, 768]
- notice-column: [854, 90, 1024, 1103]
- notice-file-number: File No. 2019195239: [350, 356, 400, 362]
- notice-body: The following person(s) is (are) doing business as: TRULY CLEAN SERVICES, 919 W 55TH ST, LOS ANGELES, CA 90007. Full name of registrant(s) is (are) EDAR ELIZARDO MEJIA LOZANO, 919 W 55TH ST, LOS ANGELES, CA 90007. This Business is conducted by: AN INDIVIDUAL. Signed: EDAR ELIZARDO MEJIA GUZMAN. This statement was filed with the County Clerk of Los Angeles County on 07/02/2019. The registrant(s) has (have) commenced to transact business under the fictitious business name or names listed above on N/A. NOTICE- This Fictitious Name Statement expires five years from the date it was filed in the office of the County Clerk. A new Fictitious Business Name Statement must be filed prior to that date. The filing of this statement does not of itself authorize the use in this state of a Fictitious Business Name in violation of the rights of another under federal, state, or common law (See section 14411 et seq. Business and Professions Code): [1028, 146, 1187, 249]
- legal-notice: [520, 90, 679, 206]
- notice-publication-dates: July 13, 20, 27, and August 3, 2019: [1197, 268, 1280, 275]
- legal-notice: [11, 217, 170, 338]
- notice-heading: FICTITIOUS BUSINESS NAME STATEMENT: [1028, 526, 1150, 532]
- notice-file-number: File No. 2019196400: [180, 876, 230, 882]
- notice-publication-dates: July 20, 27, Aug 3 and 10, 2019: [180, 306, 255, 313]
- notice-file-number: File No. 2019188428: [858, 761, 908, 768]
- notice-file-number: File No. 2019194412: [350, 90, 400, 96]
- notice-body: registrant(s) is (are) RUTHERFUL 340 S LEMON AVE #9878, WALNUT, CA 91789. Full name of registrant(s) is (are) EDUARDO XAVIER SANABRIA, 340 S LEMON AVE #9878, WALNUT, CA 91789. This Business is conducted by: AN INDIVIDUAL. Signed: EDUARDO XAVIER SANABRIA. This statement was filed with the County Clerk of Los Angeles County on 07/01/2019. The registrant(s) has (have) commenced to transact business under the fictitious business name or names listed above on N/A. NOTICE- This Fictitious Name Statement expires five years from the date it was filed in the office of the County Clerk. A new Fictitious Business Name Statement must be filed prior to that date. The filing of this statement does not of itself authorize the use in this state of a Fictitious Business Name in violation of the rights of another under federal, state, or common law (See section 14411 et seq. Business and Professions Code/Public Mountain Views News: [858, 90, 1017, 192]
- notice-file-number: File No. 2019194505: [1197, 551, 1248, 558]
- notice-file-number: File No. 2019191877: [1028, 785, 1078, 792]
- notice-publication: Publish: ES Mountain Views News: [11, 459, 93, 465]
- notice-publication: Publish: Mountain Views News: [858, 738, 933, 744]
- notice-file-number: File No. 2019190110: [1028, 532, 1078, 539]
- notice-publication: Publish: ES Mountain Views News: [11, 978, 93, 984]
- notice-body: The following person(s) is (are) doing business as: VIRTUAL GUARD CCTV, 26361 PRAIRIE ST SUITE 1, CHATSWORTH, CA 91311. Full name of registrant(s) is (are) GUARDIAN INTEGRATED SECURITY INC, 26361 PRAIRIE ST SUITE 1, CHATSWORTH, CA 91311. This Business is conducted by: A Corporation. Signed: Guardian Integrated Security INC, Abraham Razman, CEO. This statement was filed with the County Clerk of Los Angeles County on 7/17/19. The registrant(s) has (have) commenced to transact business under the fictitious business name or names listed above on 7/2019. NOTICE- This Fictitious Name Statement expires five years from the date it was filed in the office of the County Clerk. A new Fictitious Business Name Statement must be filed prior to that date. The filing of this statement does not of itself authorize the use in this state of a Fictitious Business Name in violation of the rights of another under federal, state, or common law (See section 14411 et seq. Business and Professions Code): [180, 197, 339, 300]
- legal-notice: [181, 185, 340, 313]
- notice-publication-dates: July 20, 27, Aug 3, and 10, 2019: [11, 205, 86, 212]
- notice-publication: Publish: Mountain Views News: [519, 857, 594, 864]
- notice-body: The following person(s) is (are) doing business as: AKA FOTOGRAPHER, LLC, #1 E MONTECITO AVE, SIERRA MADRE, CA 91024. AKA FOTO GRAPHIX LLC, 175 MONTA VISTA LANE, SIERRA MADRE, CA 91024. Full name of registrant(s) is (are) AKA FOTOGRAPHIX LLC, 175 MONTA VISTA LANE, SIERRA MADRE, CA 91024. This Business is conducted by: A Limited Liability Company. Signed: AKA Foto Graphix LLC, Andrew Kazoki, President. This statement was filed with the County Clerk of Los Angeles County on 7/18/19. The registrant(s) has (have) commenced to transact business under the fictitious business name or names listed above on 4/2019. NOTICE- This Fictitious Name Statement expires five years from the date it was filed in the office of the County Clerk. A new Fictitious Business Name Statement must be filed prior to that date. The filing of this statement does not of itself authorize the use in this state of a Fictitious Business Name in violation of the rights of another under federal, state, or common law (See section 14411 et seq. Business and Professions Code): [858, 350, 1017, 465]
- notice-heading: FICTITIOUS BUSINESS NAME STATEMENT: [1197, 153, 1319, 159]
- legal-notice: [859, 616, 1018, 750]
- notice-body: The following person(s) is (are) doing business as: ROKO'S TOWING, 13615 VICTORY BLVD SUITE 313, VAN NUYS, CA 91401. Full name of registrant(s) is (are) ROKO S TOWING, 13615 VICTORY BLVD SUITE 313, VAN NUYS, CA 91401. This Business is conducted by: An Individual. Signed: Edzart Antonio Reyes Lemus, Owner. This statement was filed with the County Clerk of Los Angeles County on 07/01/2019. The registrant(s) has (have) commenced to transact business under the fictitious business name or names listed above on N/A. NOTICE- This Fictitious Name Statement expires five years from the date it was filed in the office of the County Clerk. A new Fictitious Business Name Statement must be filed prior to that date. The filing of this statement does not of itself authorize the use in this state of a Fictitious Business Name in violation of the rights of another under federal, state, or common law (See section 14411 et seq. Business and Professions Code): [519, 755, 678, 858]
- legal-notice: [1028, 266, 1187, 388]
- notice-publication: Publish: MBP Mountain Views News: [519, 326, 607, 332]
- notice-publication: Publish: Mountain Views News: [1197, 135, 1272, 142]
- notice-heading: FICTITIOUS BUSINESS NAME STATEMENT: [1028, 266, 1150, 273]
- notice-publication-dates: July 20, 27, Aug 3, and 10, 2019: [11, 984, 86, 991]
- notice-file-number: File No. 2019193190: [11, 223, 61, 229]
- notice-file-number: File No. 2019193011: [1197, 286, 1248, 292]
- notice-publication-dates: July 20, 27, Aug 3 and 10, 2019: [350, 851, 424, 858]
- notice-publication: Publish: ES Mountain Views News: [11, 585, 93, 592]
- notice-publication-dates: July 13, 20, 27, and August 3, 2019: [858, 997, 940, 1004]
- notice-file-number: File No. 2019196550: [11, 1128, 61, 1135]
- legal-notice: [1198, 90, 1358, 148]
- notice-body: The following person(s) is (are) doing business as: JR JR SERVICES, 8420 LAUREL CANYON BLVD, SUN VALLEY, CA 91352. Full name of registrant(s) is (are) ONE QUINN BENNANDEZ 8420 LAUREL CANYON BLVD, SUN VALLEY, CA 91352. This Business is conducted by: AN INDIVIDUAL. Signed: QUINN HERNANDEZ. This statement was filed with the County Clerk of Los Angeles County on 07/02/2019. The registrant(s) has (have) commenced to transact business under the fictitious business name or names listed above on N/A. NOTICE- This Fictitious Name Statement expires five years from the date it was filed in the office of the County Clerk. A new Fictitious Business Name Statement must be filed prior to that date. The filing of this statement does not of itself authorize the use in this state of a Fictitious Business Name in violation of the rights of another under federal, state, or common law (See section 14411 et seq. Business and Professions Code): [689, 545, 848, 648]
- notice-body: The following person(s) is (are) doing business as: BELLA VISTA GARDENS, 12304 SAN FERNANDO RD, SYLMAR, CA 91342. Full name of registrant(s) is (are) MARIA ELENA GOMEZ, 12304 SAN FERNANDO RD, SYLMAR, CA 91342. This Business is conducted by: An Individual. Signed: Maria Elena Gomez, Owner. This statement was filed with the County Clerk of Los Angeles County on 7/3/19. The registrant(s) has (have) commenced to transact business under the fictitious business name or names listed above on N/A. NOTICE- This Fictitious Name Statement expires five years from the date it was filed in the office of the County Clerk. A new Fictitious Business Name Statement must be filed prior to that date. The filing of this statement does not of itself authorize the use in this state of a Fictitious Business Name in violation of the rights of another under federal, state, or common law (See section 14411 et seq. Business and Professions Code): [1028, 666, 1187, 762]
- notice-publication: Publish: Mountain Views News: [1028, 375, 1103, 382]
- notice-body: The following person(s) is (are) doing business as: ARCHITECTURAL AND ENGINEERING DESIGN SERVICES, 3230 NORCK AVENUE, LOS ANGELES, CA 90065. G D ARCHITECTURAL AND ENGINEERING DESIGN SERVICES, 1637 MOUNT BERENDO STREET #1, LOS ANGELES, CA 90026. Full name of registrant(s) is (are) ALEX C POTENTIADES, 1632 NORTH BERENDO STREET #1, LOS ANGELES, CA 90026. This Business is conducted by: AN INDIVIDUAL. Signed: Alex C Potentiades, Owner. This statement was filed with the County Clerk of Los Angeles County on 07/02/2019. The registrant(s) has (have) commenced to transact business under the fictitious business name or names listed above on N/A. NOTICE- This Fictitious Name Statement expires five years from the date it was filed in the office of the County Clerk. A new Fictitious Business Name Statement must be filed prior to that date.: [519, 888, 678, 991]
- notice-publication: Publish: ED Mountain Views News: [180, 1111, 264, 1117]
- notice-publication: Publish: Mountain Views News: [858, 857, 933, 864]
- notice-body: The following person(s) is (are) doing business as: TAP TITANS, 1131 S SERRANO AVE #305, LOS ANGELES, CA 90029. Full name of registrant(s) is (are) ASHOT MANVELYAN, 1306 N HOOVER ST, LOS ANGELES, CA 90029. This Business is conducted by: An Individual. Signed: Ashot Manvelian, Owner. This statement was filed with the County Clerk of Los Angeles County on 7/16/19. The registrant(s) has (have) commenced to transact business under the fictitious business name or names listed above on N/A. NOTICE- This Fictitious Name Statement expires five years from the date it was filed in the office of the County Clerk. A new Fictitious Business Name Statement must be filed prior to that date. The filing of this statement does not of itself authorize the use in this state of a Fictitious Business Name in violation of the rights of another under federal, state, or common law (See section 14411 et seq. Business and Professions Code): [11, 748, 170, 845]
- notice-publication-dates: July 13, 20, 27, and August 3, 2019: [1028, 382, 1111, 389]
- notice-heading: FICTITIOUS BUSINESS NAME STATEMENT: [689, 380, 811, 387]
- notice-file-number: File No. 2019195910: [1197, 805, 1248, 811]
- notice-body: The following person(s) is (are) doing business as: GTS AUTO SALES, 1415 IRVING AVE, GLENDALE, CA 91201. Full name of registrant(s) is (are) GABRIEL TAHERCHIAN, 1415 IRVING AVE, GLENDALE, CA 91201. This Business is conducted by: An Individual. Signed: Gabriel Tesheliyan, Owner. This statement was filed with the County Clerk of Los Angeles County on 7/15/19. The registrant(s) has (have) commenced to transact business under the fictitious business name or names listed above on N/A. NOTICE- This Fictitious Name Statement expires five years from the date it was filed in the office of the County Clerk. A new Fictitious Business Name Statement must be filed prior to that date. The filing of this statement does not of itself authorize the use in this state of a Fictitious Business Name in violation of the rights of another under federal, state, or common law (See section 14411 et seq. Business and Professions Code): [11, 489, 170, 585]
- notice-publication-dates: July 13, 20, 27, and August 3, 2019: [1028, 641, 1111, 648]
- legal-notice: [689, 90, 848, 116]
- notice-column: [1023, 90, 1193, 855]
- notice-body: The following person(s) is (are) doing business as: FUNDACION LA REFORMA, 10601 HALBRENT AVE, MISSION HILLS, CA 91345. FUNDACION LA REFORMA, 3839 STEVELY AVE APT 1, LOS ANGELES, CA 90008. Full name of registrant(s) is: [11, 1135, 170, 1160]
- notice-publication: Publish: ED Mountain Views News: [180, 432, 264, 439]
- legal-notice: [350, 863, 509, 984]
- notice-body: The following person(s) is (are) doing business as: MGARNACHAS, 13714 VANOWEN ST VAN NUYS, VAN NUYS, CA 91405. Full name of registrant(s) is (are) MARIA DE LOURDES ROBLEDO SANCHEZ, 13714 ½ SHERMAN WAY BLVD, VAN NUYS, CA 91405. This Business is conducted by: An Individual. Signed: Maria De Lourdes Robledo Sanchez, Owner. This statement was filed with the County Clerk of Los Angeles County on 7/17/19. The registrant(s) has (have) commenced to transact business under the fictitious business name or names listed above on N/A. NOTICE- This Fictitious Name Statement expires five years from the date it was filed in the office of the County Clerk. A new Fictitious Business Name Statement must be filed prior to that date. The filing of this statement does not of itself authorize the use in this state of a Fictitious Business Name in violation of the rights of another under federal, state, or common law (See section 14411 et seq. Business and Professions Code): [180, 330, 339, 433]
- notice-publication-dates: July 20, 27, Aug 3 and 10, 2019: [180, 578, 255, 585]
- notice-publication-dates: July 20, 27, August 3, and 10, 2019: [519, 459, 601, 465]
- legal-notice: [11, 344, 170, 472]
- notice-body: The following person(s) is (are) doing business as: Sierra Madre, 1632 NORTH BERENDO STREET #1, LOS ANGELES, CA 90026. This Business is conducted by: An Individual. Signed: Alex C Potentiades, Owner. This statement was filed with the County Clerk of Los Angeles County on 07/02/2019. The registrant(s) has (have) commenced to transact business under the fictitious business name or names listed above on N/A. NOTICE- This Fictitious Name Statement expires five years from the date it was filed in the office of the County Clerk. A new Fictitious Business Name Statement must be filed prior to that date. The filing of this statement does not of itself authorize the use in this state of a Fictitious Business Name in violation of the rights of another under federal, state, or common law (See section 14411 et seq. Business and Professions Code): [858, 768, 1017, 858]
- legal-notice: [350, 350, 509, 484]
- notice-body: The following person(s) is (are) doing business as: BRM CONSTRUCTION SERVICES, 919 W 55TH ST, LOS ANGELES, CA 90037. Full name of registrant(s) is (are) EDAR ELIZABETH MEJIA LOZANO, 919 W 55TH ST, LOS ANGELES, CA 90037. This Business is conducted by: AN INDIVIDUAL. Signed: EDAR ELIZARDO MEJIA GUZMAN. This statement was filed with the County Clerk of Los Angeles County on 07/02/2019. The registrant(s) has (have) commenced to transact business under the fictitious business name or names listed above on N/A. NOTICE- This Fictitious Name Statement expires five years from the date it was filed in the office of the County Clerk. A new Fictitious Business Name Statement must be filed prior to that date. The filing of this statement does not of itself authorize the use in this state of a Fictitious Business Name in violation of the rights of another under federal, state, or common law (See section 14411 et seq. Business and Professions Code): [689, 133, 848, 236]
- notice-file-number: File No. 2019191002: [1028, 659, 1078, 666]
- masthead: [0, 0, 1368, 66]
- notice-publication-dates: July 20, 27, August 3, and 10, 2019: [519, 331, 601, 338]
